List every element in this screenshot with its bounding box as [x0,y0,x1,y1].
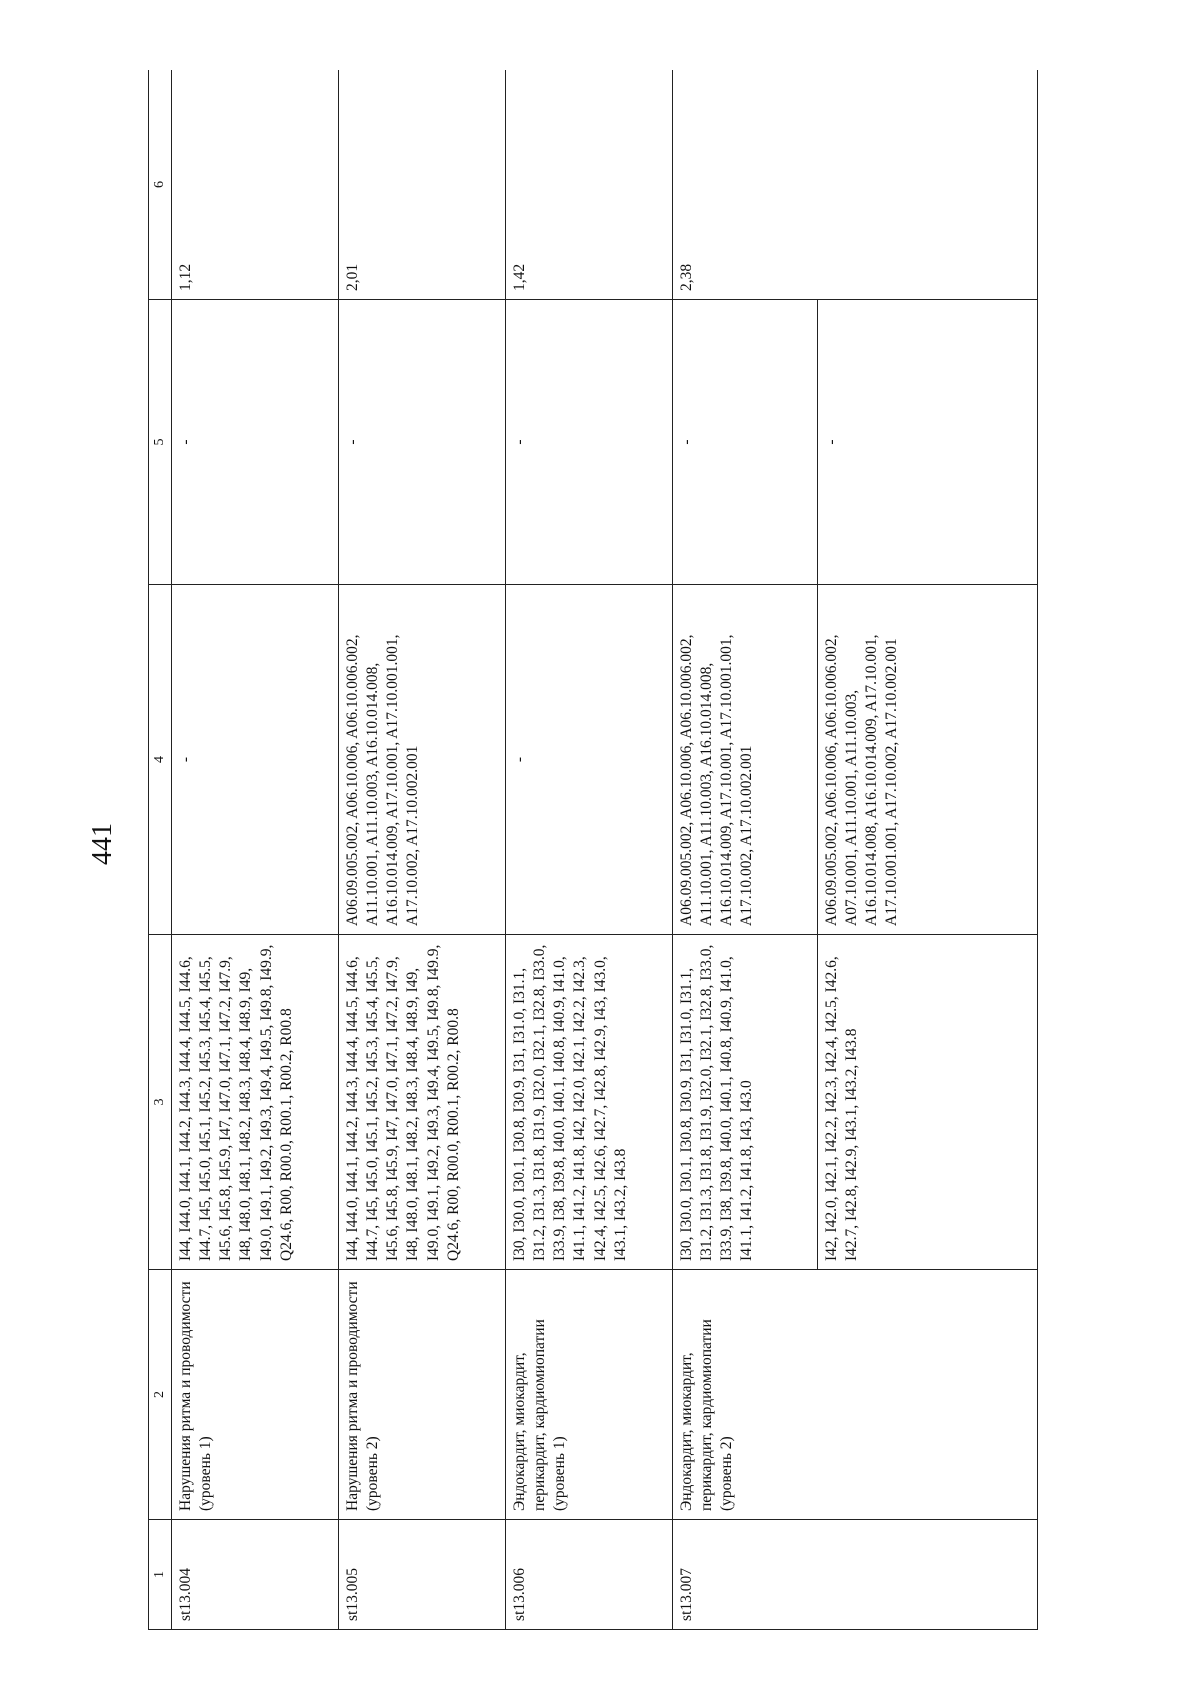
row-coef: 2,01 [339,70,506,300]
subrow-diagnoses: I42, I42.0, I42.1, I42.2, I42.3, I42.4, I42.5, I42.6, I42.7, I42.8, I42.9, I43.1, I43.2, I43.8 [818,935,1038,1270]
row-name: Нарушения ритма и проводимости (уровень 2) [339,1270,506,1520]
row-coef: 2,38 [673,70,1038,300]
page-number: 441 [87,823,118,865]
header-col-6: 6 [149,70,172,300]
row-name: Эндокардит, миокардит, перикардит, кардиомиопатии (уровень 2) [673,1270,1038,1520]
row-other: - [506,300,673,585]
subrow-services: A06.09.005.002, A06.10.006, A06.10.006.002, A07.10.001, A11.10.001, A11.10.003, A16.10.014.008, A16.10.014.009, A17.10.001, A17.10.001.001, A17.10.002, A17.10.002.001 [818,585,1038,935]
row-code: st13.007 [673,1520,1038,1630]
table-row [673,70,818,1630]
row-diagnoses: I44, I44.0, I44.1, I44.2, I44.3, I44.4, I44.5, I44.6, I44.7, I45, I45.0, I45.1, I45.2, I45.3, I45.4, I45.5, I45.6, I45.8, I45.9, I47, I47.0, I47.1, I47.2, I47.9, I48, I48.0, I48.1, I48.2, I48.3, I48.4, I48.9, I49, I49.0, I49.1, I49.2, I49.3, I49.4, I49.5, I49.8, I49.9, Q24.6, R00, R00.0, R00.1, R00.2, R00.8 [339,935,506,1270]
table-row [172,70,339,1630]
header-col-3: 3 [149,935,172,1270]
header-row [149,70,172,1630]
header-col-1: 1 [149,1520,172,1630]
row-code: st13.004 [172,1520,339,1630]
subrow-other: - [818,300,1038,585]
row-diagnoses: I30, I30.0, I30.1, I30.8, I30.9, I31, I31.0, I31.1, I31.2, I31.3, I31.8, I31.9, I32.0, I32.1, I32.8, I33.0, I33.9, I38, I39.8, I40.0, I40.1, I40.8, I40.9, I41.0, I41.1, I41.2, I41.8, I43, I43.0 [673,935,818,1270]
header-col-4: 4 [149,585,172,935]
row-code: st13.005 [339,1520,506,1630]
table-row [506,70,673,1630]
row-coef: 1,12 [172,70,339,300]
rotated-table-container [148,70,1038,1630]
row-other: - [172,300,339,585]
row-coef: 1,42 [506,70,673,300]
header-col-5: 5 [149,300,172,585]
row-code: st13.006 [506,1520,673,1630]
row-diagnoses: I30, I30.0, I30.1, I30.8, I30.9, I31, I31.0, I31.1, I31.2, I31.3, I31.8, I31.9, I32.0, I32.1, I32.8, I33.0, I33.9, I38, I39.8, I40.0, I40.1, I40.8, I40.9, I41.0, I41.1, I41.2, I41.8, I42, I42.0, I42.1, I42.2, I42.3, I42.4, I42.5, I42.6, I42.7, I42.8, I42.9, I43, I43.0, I43.1, I43.2, I43.8 [506,935,673,1270]
row-diagnoses: I44, I44.0, I44.1, I44.2, I44.3, I44.4, I44.5, I44.6, I44.7, I45, I45.0, I45.1, I45.2, I45.3, I45.4, I45.5, I45.6, I45.8, I45.9, I47, I47.0, I47.1, I47.2, I47.9, I48, I48.0, I48.1, I48.2, I48.3, I48.4, I48.9, I49, I49.0, I49.1, I49.2, I49.3, I49.4, I49.5, I49.8, I49.9, Q24.6, R00, R00.0, R00.1, R00.2, R00.8 [172,935,339,1270]
row-services: A06.09.005.002, A06.10.006, A06.10.006.002, A11.10.001, A11.10.003, A16.10.014.008, A16.10.014.009, A17.10.001, A17.10.001.001, A17.10.002, A17.10.002.001 [673,585,818,935]
row-other: - [673,300,818,585]
row-services: - [172,585,339,935]
table-row [339,70,506,1630]
table-wrapper [148,70,1038,1630]
header-col-2: 2 [149,1270,172,1520]
row-name: Нарушения ритма и проводимости (уровень 1) [172,1270,339,1520]
row-other: - [339,300,506,585]
tariff-table [148,70,1038,1630]
row-name: Эндокардит, миокардит, перикардит, кардиомиопатии (уровень 1) [506,1270,673,1520]
row-services: A06.09.005.002, A06.10.006, A06.10.006.002, A11.10.001, A11.10.003, A16.10.014.008, A16.10.014.009, A17.10.001, A17.10.001.001, A17.10.002, A17.10.002.001 [339,585,506,935]
row-services: - [506,585,673,935]
